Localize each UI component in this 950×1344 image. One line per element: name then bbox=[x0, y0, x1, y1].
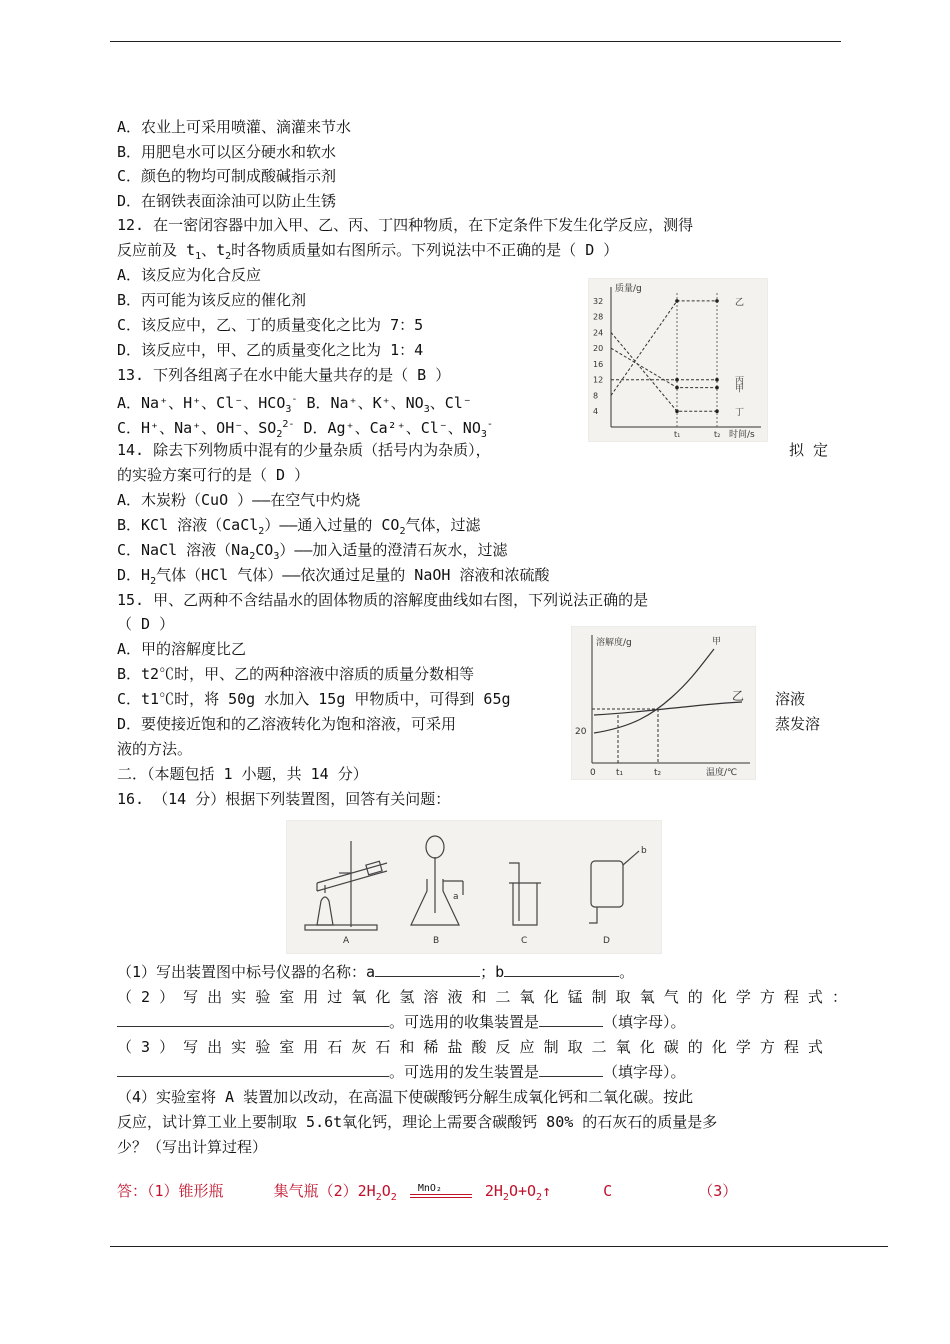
question-16-1: （1）写出装置图中标号仪器的名称：a ；b 。 bbox=[117, 963, 635, 981]
question-15-answer: （ D ） bbox=[117, 615, 175, 633]
data-point bbox=[715, 386, 719, 390]
option-12a: A．该反应为化合反应 bbox=[117, 266, 262, 284]
curve-jia-label: 甲 bbox=[712, 637, 722, 647]
option-11c: C．颜色的物均可制成酸碱指示剂 bbox=[117, 167, 337, 185]
apparatus-c bbox=[509, 863, 541, 925]
option-15d-cont: 液的方法。 bbox=[117, 740, 193, 758]
question-12-cont: 反应前及 $t_1$、$t_2$时各物质质量如右图所示。下列说法中不正确的是（ D ） bbox=[117, 241, 619, 262]
option-12b: B．丙可能为该反应的催化剂 bbox=[117, 291, 307, 309]
option-15c-right: 溶液 bbox=[775, 690, 806, 708]
section-2-heading: 二．（本题包括 1 小题，共 14 分） bbox=[117, 765, 368, 783]
question-16-4-cont2: 少？（写出计算过程） bbox=[117, 1138, 268, 1156]
question-15: 15. 甲、乙两种不含结晶水的固体物质的溶解度曲线如右图，下列说法正确的是 bbox=[117, 591, 649, 609]
chart1-xlabel: 时间/s bbox=[729, 430, 755, 440]
series-label: 丙 bbox=[735, 376, 745, 387]
chart2-y20: 20 bbox=[575, 727, 587, 737]
chart1-ylabel: 质量/g bbox=[615, 284, 642, 294]
answer-line: 答：（1）锥形瓶 集气瓶$(2)2H_2O_2$ MnO₂ $2H_2O+O_2↑$ C （3） bbox=[117, 1182, 738, 1203]
data-point bbox=[675, 299, 679, 303]
apparatus-d bbox=[589, 851, 639, 923]
series-line bbox=[611, 348, 717, 387]
chart2-xlabel: 温度/℃ bbox=[706, 768, 738, 778]
apparatus-a bbox=[305, 841, 387, 930]
apparatus-label-b: B bbox=[433, 936, 440, 946]
question-16-4: （4）实验室将 A 装置加以改动，在高温下使碳酸钙分解生成氧化钙和二氧化碳。按此 bbox=[117, 1088, 694, 1106]
data-point bbox=[715, 409, 719, 413]
option-11b: B．用肥皂水可以区分硬水和软水 bbox=[117, 143, 337, 161]
question-16-4-cont: 反应，试计算工业上要制取 5.6t氧化钙，理论上需要含碳酸钙 80% 的石灰石的质量是多 bbox=[117, 1113, 718, 1131]
option-15d: D．要使接近饱和的乙溶液转化为饱和溶液，可采用 bbox=[117, 715, 457, 733]
top-rule bbox=[110, 41, 841, 42]
chart1-ytick: 32 bbox=[593, 296, 604, 306]
catalyst-arrow: MnO₂ bbox=[410, 1182, 472, 1202]
chart2-ylabel: 溶解度/g bbox=[596, 638, 632, 648]
series-line bbox=[611, 301, 717, 396]
chart1-ytick: 12 bbox=[593, 375, 604, 385]
bottom-rule bbox=[110, 1246, 888, 1247]
option-12c: C．该反应中，乙、丁的质量变化之比为 7：5 bbox=[117, 316, 424, 334]
option-15b: B．t2℃时，甲、乙的两种溶液中溶质的质量分数相等 bbox=[117, 665, 475, 683]
series-line bbox=[611, 332, 717, 411]
option-14b: B．KCl 溶液（CaCl$_2$）——通入过量的 $CO_2$气体，过滤 bbox=[117, 516, 481, 537]
chart1-ytick: 28 bbox=[593, 312, 604, 322]
option-15c: C．t1℃时，将 50g 水加入 15g 甲物质中，可得到 65g bbox=[117, 690, 511, 708]
curve-jia bbox=[594, 649, 714, 733]
chart1-xtick: t₂ bbox=[714, 430, 721, 439]
data-point bbox=[715, 299, 719, 303]
chart2-t1: t₁ bbox=[616, 768, 624, 778]
question-14-right: 拟 定 bbox=[789, 441, 829, 459]
question-14-cont: 的实验方案可行的是（ D ） bbox=[117, 466, 310, 484]
question-14: 14. 除去下列物质中混有的少量杂质（括号内为杂质）， bbox=[117, 441, 491, 459]
option-14d: D．$H_2$气体（HCl 气体）——依次通过足量的 NaOH 溶液和浓硫酸 bbox=[117, 566, 550, 587]
curve-yi bbox=[594, 702, 742, 715]
option-12d: D．该反应中，甲、乙的质量变化之比为 1：4 bbox=[117, 341, 424, 359]
solubility-chart bbox=[571, 626, 756, 780]
chart1-xtick: t₁ bbox=[674, 430, 681, 439]
apparatus-b bbox=[411, 836, 463, 925]
option-11d: D．在钢铁表面涂油可以防止生锈 bbox=[117, 192, 337, 210]
apparatus-label-d: D bbox=[603, 936, 610, 946]
option-14c: C．NaCl 溶液$(Na_2CO_3)——$加入适量的澄清石灰水，过滤 bbox=[117, 541, 508, 562]
data-point bbox=[675, 378, 679, 382]
chart1-ytick: 16 bbox=[593, 359, 604, 369]
question-12: 12. 在一密闭容器中加入甲、乙、丙、丁四种物质，在下定条件下发生化学反应，测得 bbox=[117, 216, 694, 234]
apparatus-label-c: C bbox=[521, 936, 528, 946]
option-14a: A．木炭粉（CuO ）——在空气中灼烧 bbox=[117, 491, 361, 509]
apparatus-figure bbox=[286, 820, 662, 954]
chart2-origin: 0 bbox=[590, 768, 596, 778]
data-point bbox=[675, 409, 679, 413]
question-13: 13. 下列各组离子在水中能大量共存的是（ B ） bbox=[117, 366, 451, 384]
question-16: 16. （14 分）根据下列装置图，回答有关问题： bbox=[117, 790, 451, 808]
series-label: 甲 bbox=[735, 384, 745, 395]
chart1-ytick: 20 bbox=[593, 344, 604, 354]
series-label: 乙 bbox=[735, 297, 745, 308]
data-point bbox=[715, 378, 719, 382]
question-16-2: （ 2 ） 写 出 实 验 室 用 过 氧 化 氢 溶 液 和 二 氧 化 锰 制 取 氧 气 的 化 学 方 程 式 ： bbox=[117, 988, 847, 1006]
question-16-3-cont: 。可选用的发生装置是 （填字母）。 bbox=[117, 1062, 686, 1082]
chart1-ytick: 4 bbox=[593, 407, 599, 417]
option-15a: A．甲的溶解度比乙 bbox=[117, 640, 247, 658]
apparatus-label-a: A bbox=[343, 936, 350, 946]
option-13cd: C．H⁺、Na⁺、OH⁻、$SO_2^{2-}$ D．Ag⁺、Ca²⁺、Cl⁻、$NO_3^-$ bbox=[117, 419, 493, 440]
chart1-ytick: 24 bbox=[593, 328, 604, 338]
curve-yi-label: 乙 bbox=[732, 689, 745, 703]
chart1-ytick: 8 bbox=[593, 391, 599, 401]
question-16-2-cont: 。可选用的收集装置是 （填字母）。 bbox=[117, 1012, 686, 1032]
question-16-3: （ 3 ） 写 出 实 验 室 用 石 灰 石 和 稀 盐 酸 反 应 制 取 二 氧 化 碳 的 化 学 方 程 式 bbox=[117, 1038, 823, 1056]
series-label: 丁 bbox=[735, 408, 745, 419]
option-11a: A．农业上可采用喷灌、滴灌来节水 bbox=[117, 118, 352, 136]
apparatus-mark-a: a bbox=[453, 892, 459, 902]
data-point bbox=[675, 386, 679, 390]
option-13ab: A．Na⁺、H⁺、Cl⁻、$HCO_3^-$ B．Na⁺、K⁺、$NO_3$、Cl⁻ bbox=[117, 394, 472, 415]
apparatus-mark-b: b bbox=[641, 846, 647, 856]
mass-time-chart bbox=[588, 278, 768, 442]
chart2-t2: t₂ bbox=[654, 768, 662, 778]
option-15d-right: 蒸发溶 bbox=[775, 715, 821, 733]
